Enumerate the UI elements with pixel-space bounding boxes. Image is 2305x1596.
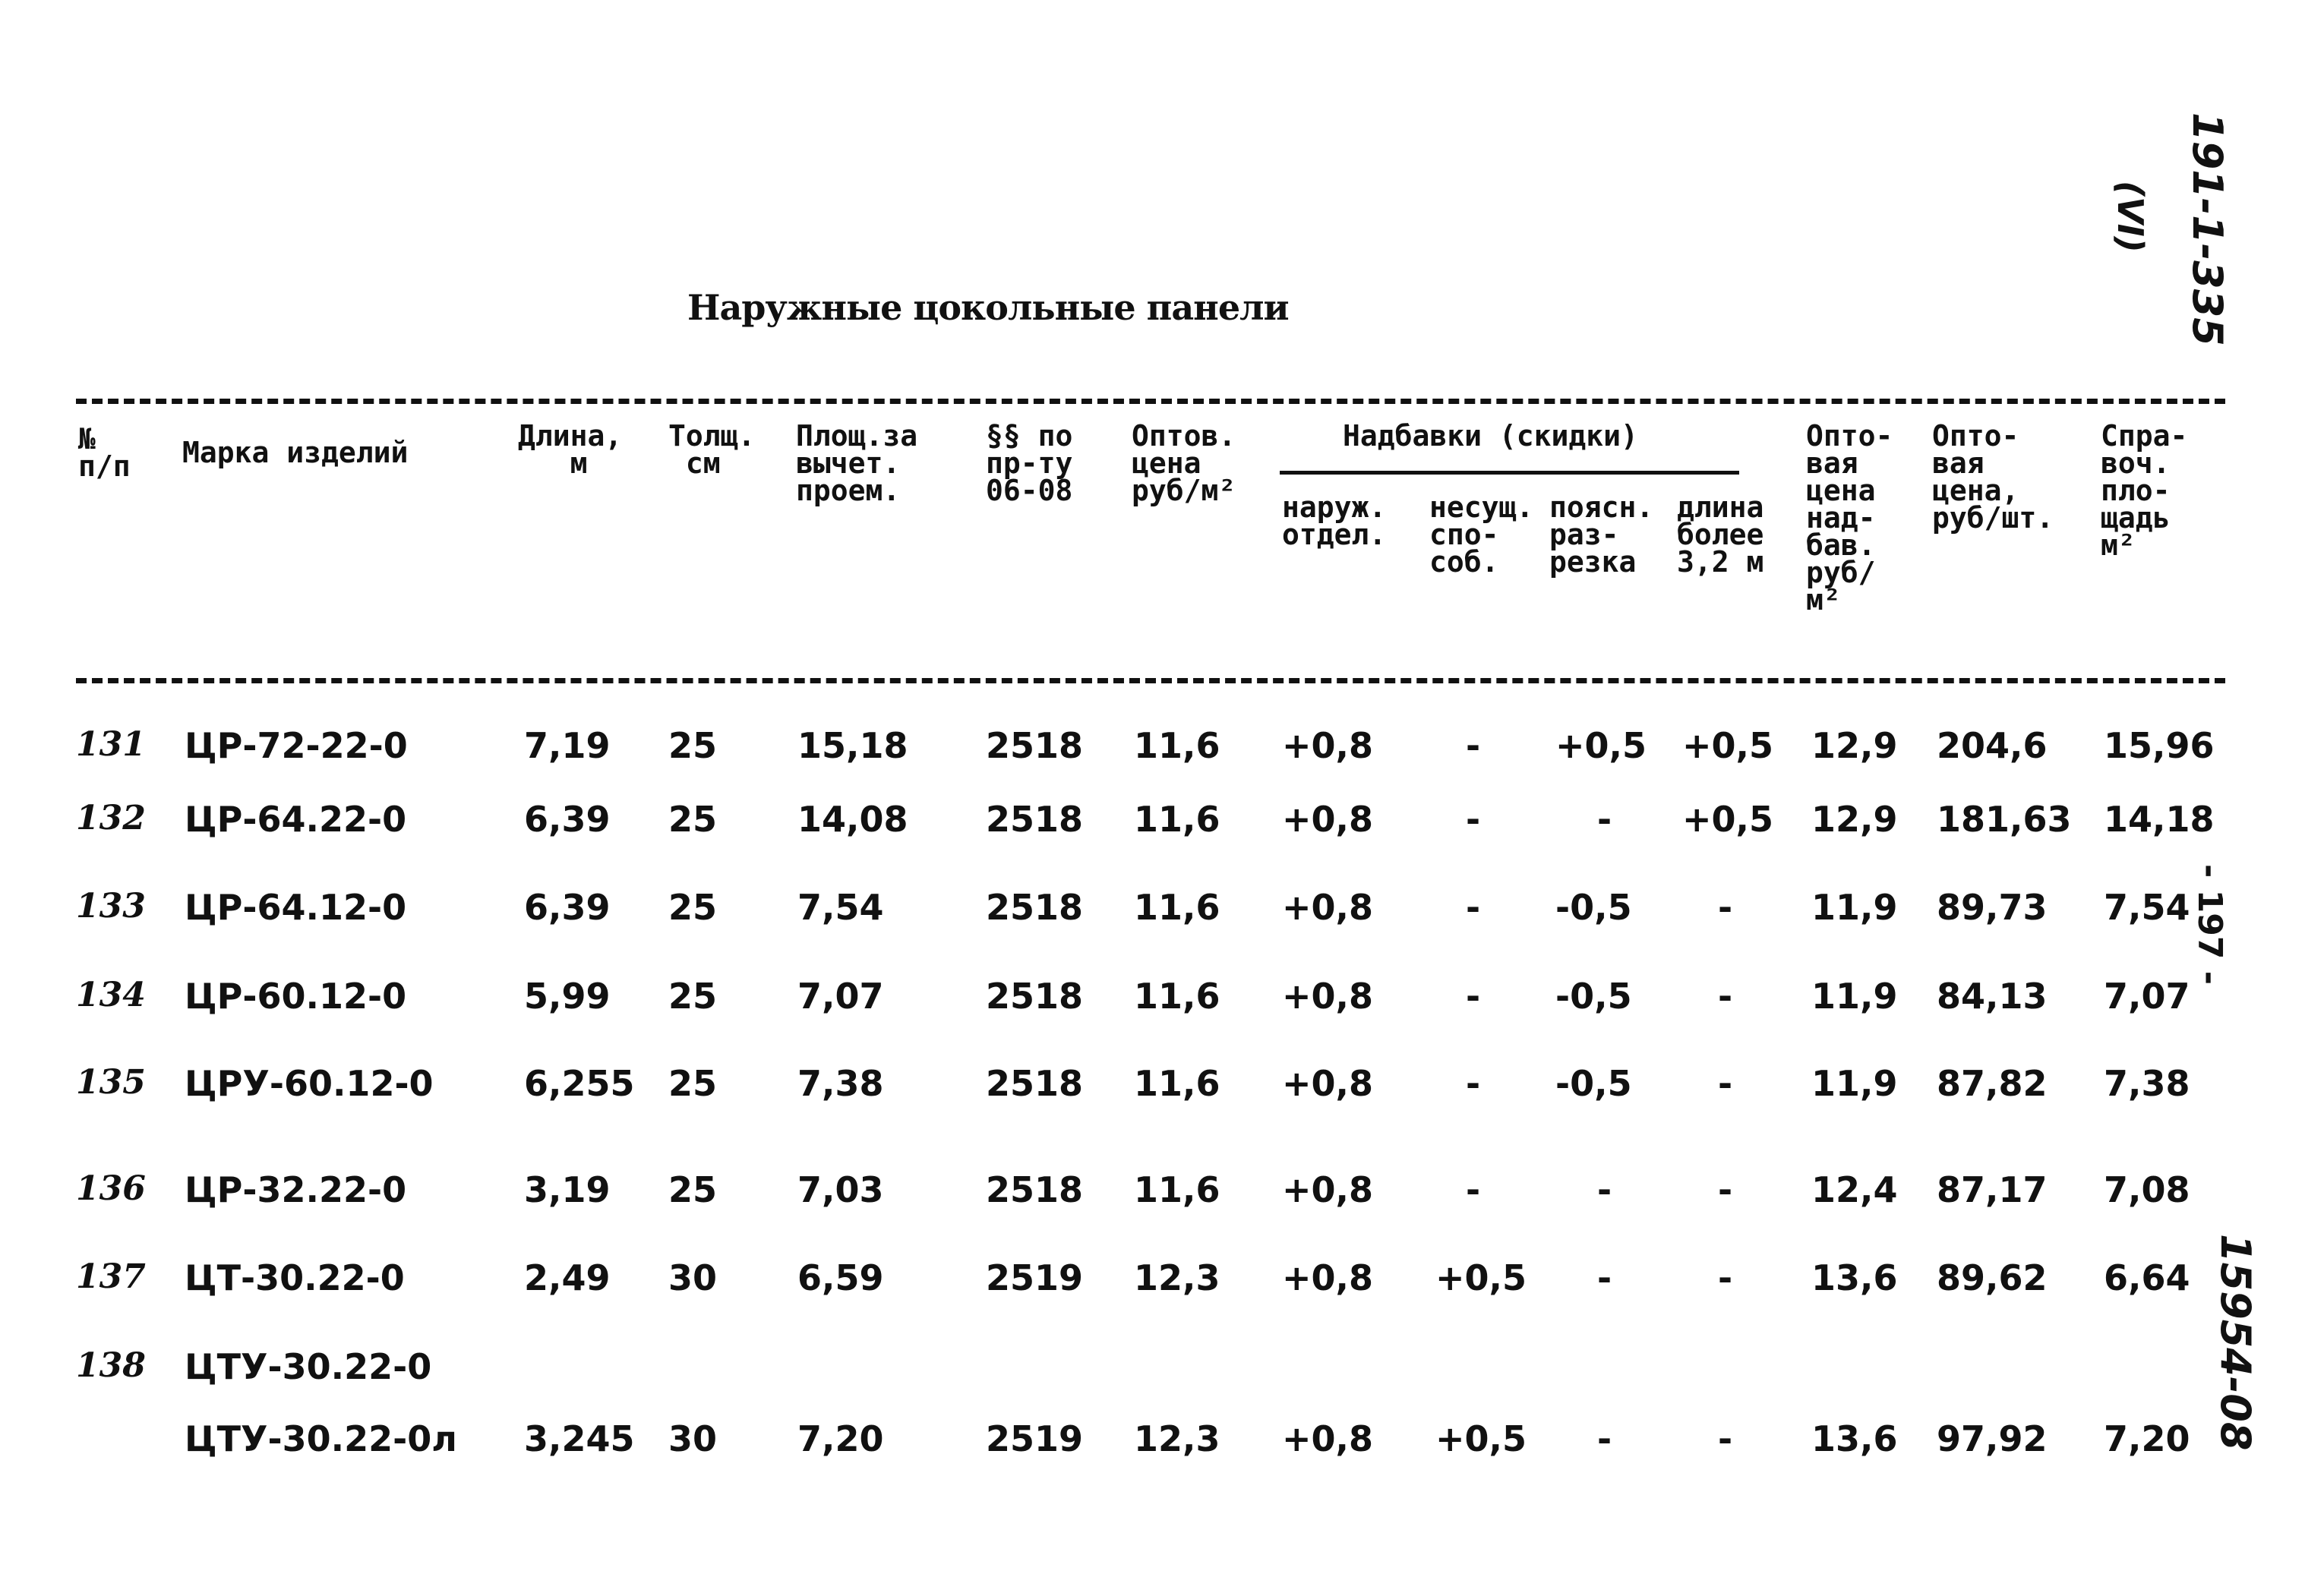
row-paragraph: 2518 bbox=[986, 887, 1084, 928]
row-wholesale-pc: 204,6 bbox=[1937, 725, 2048, 766]
row-surcharge-ext: +0,8 bbox=[1282, 976, 1374, 1017]
row-surcharge-bearing: - bbox=[1466, 1063, 1481, 1104]
row-price: 11,6 bbox=[1134, 976, 1220, 1017]
row-wholesale-pc: 89,62 bbox=[1937, 1257, 2048, 1298]
row-length: 6,39 bbox=[524, 799, 611, 840]
row-surcharge-belt: - bbox=[1597, 1418, 1612, 1459]
row-thickness: 30 bbox=[668, 1418, 718, 1459]
row-ref-area: 7,07 bbox=[2104, 976, 2190, 1017]
row-area: 6,59 bbox=[797, 1257, 884, 1298]
header-length: Длина, м bbox=[518, 419, 623, 480]
row-surcharge-length: - bbox=[1718, 887, 1733, 928]
row-thickness: 25 bbox=[668, 976, 718, 1017]
header-sub-ext: наруж. отдел. bbox=[1282, 490, 1387, 551]
row-length: 3,245 bbox=[524, 1418, 635, 1459]
row-surcharge-length: - bbox=[1718, 1418, 1733, 1459]
row-ref-area: 7,54 bbox=[2104, 887, 2190, 928]
row-wholesale-m2: 13,6 bbox=[1811, 1418, 1898, 1459]
row-thickness: 25 bbox=[668, 725, 718, 766]
row-area: 15,18 bbox=[797, 725, 908, 766]
row-price: 11,6 bbox=[1134, 1063, 1220, 1104]
row-num: 136 bbox=[76, 1169, 146, 1208]
row-thickness: 25 bbox=[668, 799, 718, 840]
row-mark: ЦР-64.12-0 bbox=[185, 887, 407, 928]
row-surcharge-bearing: - bbox=[1466, 799, 1481, 840]
row-mark: ЦРУ-60.12-0 bbox=[185, 1063, 434, 1104]
row-length: 2,49 bbox=[524, 1257, 611, 1298]
row-surcharge-belt: -0,5 bbox=[1555, 976, 1632, 1017]
row-paragraph: 2519 bbox=[986, 1418, 1084, 1459]
row-ref-area: 7,08 bbox=[2104, 1169, 2190, 1210]
header-sub-length: длина более 3,2 м bbox=[1677, 490, 1764, 579]
row-price: 12,3 bbox=[1134, 1257, 1220, 1298]
row-wholesale-m2: 11,9 bbox=[1811, 1063, 1898, 1104]
row-ref-area: 6,64 bbox=[2104, 1257, 2190, 1298]
row-surcharge-bearing: - bbox=[1466, 1169, 1481, 1210]
stamp-number: 15954-08 bbox=[2212, 1234, 2259, 1451]
row-length: 3,19 bbox=[524, 1169, 611, 1210]
row-surcharge-ext: +0,8 bbox=[1282, 1257, 1374, 1298]
page-title: Наружные цокольные панели bbox=[687, 287, 1289, 328]
row-mark: ЦТ-30.22-0 bbox=[185, 1257, 405, 1298]
header-sub-belt: поясн. раз- резка bbox=[1549, 490, 1654, 579]
row-wholesale-pc: 97,92 bbox=[1937, 1418, 2048, 1459]
row-mark: ЦР-32.22-0 bbox=[185, 1169, 407, 1210]
row-mark: ЦР-72-22-0 bbox=[185, 725, 408, 766]
row-price: 11,6 bbox=[1134, 1169, 1220, 1210]
table-header-rule bbox=[76, 678, 2225, 683]
row-wholesale-m2: 11,9 bbox=[1811, 887, 1898, 928]
row-paragraph: 2518 bbox=[986, 1063, 1084, 1104]
row-surcharge-ext: +0,8 bbox=[1282, 799, 1374, 840]
row-wholesale-m2: 13,6 bbox=[1811, 1257, 1898, 1298]
surcharges-underline bbox=[1280, 471, 1739, 475]
row-thickness: 25 bbox=[668, 1169, 718, 1210]
header-surcharges: Надбавки (скидки) bbox=[1343, 419, 1638, 453]
row-ref-area: 15,96 bbox=[2104, 725, 2215, 766]
row-ref-area: 14,18 bbox=[2104, 799, 2215, 840]
row-wholesale-pc: 181,63 bbox=[1937, 799, 2072, 840]
row-length: 5,99 bbox=[524, 976, 611, 1017]
row-surcharge-belt: +0,5 bbox=[1555, 725, 1647, 766]
row-length: 6,255 bbox=[524, 1063, 635, 1104]
row-wholesale-pc: 87,17 bbox=[1937, 1169, 2048, 1210]
row-surcharge-bearing: +0,5 bbox=[1435, 1418, 1527, 1459]
row-wholesale-m2: 12,9 bbox=[1811, 725, 1898, 766]
row-surcharge-belt: -0,5 bbox=[1555, 1063, 1632, 1104]
row-surcharge-bearing: - bbox=[1466, 725, 1481, 766]
row-mark: ЦТУ-30.22-0 bbox=[185, 1346, 432, 1387]
row-num: 132 bbox=[76, 799, 146, 837]
side-code: 191-1-335 bbox=[2183, 112, 2231, 346]
row-thickness: 30 bbox=[668, 1257, 718, 1298]
row-mark: ЦТУ-30.22-0л bbox=[185, 1418, 457, 1459]
row-price: 11,6 bbox=[1134, 799, 1220, 840]
header-wholesale-m2: Опто- вая цена над- бав. руб/ м² bbox=[1806, 419, 1893, 617]
row-area: 7,03 bbox=[797, 1169, 884, 1210]
row-surcharge-belt: - bbox=[1597, 1169, 1612, 1210]
row-num: 133 bbox=[76, 887, 146, 926]
row-surcharge-ext: +0,8 bbox=[1282, 1418, 1374, 1459]
row-num: 135 bbox=[76, 1063, 146, 1102]
row-surcharge-ext: +0,8 bbox=[1282, 1169, 1374, 1210]
header-paragraph: §§ по пр-ту 06-08 bbox=[986, 419, 1073, 507]
row-thickness: 25 bbox=[668, 887, 718, 928]
side-sub: (VI) bbox=[2110, 181, 2151, 253]
row-price: 11,6 bbox=[1134, 887, 1220, 928]
row-surcharge-length: - bbox=[1718, 1063, 1733, 1104]
row-num: 138 bbox=[76, 1346, 146, 1385]
row-area: 7,20 bbox=[797, 1418, 884, 1459]
table-top-rule bbox=[76, 399, 2225, 404]
row-paragraph: 2518 bbox=[986, 799, 1084, 840]
row-paragraph: 2518 bbox=[986, 976, 1084, 1017]
row-num: 137 bbox=[76, 1257, 146, 1296]
row-surcharge-belt: - bbox=[1597, 799, 1612, 840]
row-num: 131 bbox=[76, 725, 146, 764]
row-length: 7,19 bbox=[524, 725, 611, 766]
header-price: Оптов. цена руб/м² bbox=[1132, 419, 1236, 507]
row-area: 14,08 bbox=[797, 799, 908, 840]
row-wholesale-m2: 12,4 bbox=[1811, 1169, 1898, 1210]
header-num: № п/п bbox=[78, 422, 131, 483]
row-area: 7,07 bbox=[797, 976, 884, 1017]
row-surcharge-ext: +0,8 bbox=[1282, 1063, 1374, 1104]
row-surcharge-length: - bbox=[1718, 976, 1733, 1017]
page-number: - 197 - bbox=[2190, 864, 2229, 986]
row-wholesale-m2: 12,9 bbox=[1811, 799, 1898, 840]
row-paragraph: 2518 bbox=[986, 725, 1084, 766]
row-mark: ЦР-60.12-0 bbox=[185, 976, 407, 1017]
row-surcharge-belt: -0,5 bbox=[1555, 887, 1632, 928]
row-length: 6,39 bbox=[524, 887, 611, 928]
row-surcharge-ext: +0,8 bbox=[1282, 887, 1374, 928]
row-wholesale-pc: 89,73 bbox=[1937, 887, 2048, 928]
row-area: 7,38 bbox=[797, 1063, 884, 1104]
row-paragraph: 2519 bbox=[986, 1257, 1084, 1298]
row-wholesale-pc: 87,82 bbox=[1937, 1063, 2048, 1104]
row-wholesale-m2: 11,9 bbox=[1811, 976, 1898, 1017]
row-surcharge-bearing: +0,5 bbox=[1435, 1257, 1527, 1298]
row-thickness: 25 bbox=[668, 1063, 718, 1104]
row-surcharge-bearing: - bbox=[1466, 887, 1481, 928]
row-paragraph: 2518 bbox=[986, 1169, 1084, 1210]
row-num: 134 bbox=[76, 976, 146, 1014]
header-wholesale-pc: Опто- вая цена, руб/шт. bbox=[1932, 419, 2054, 535]
row-surcharge-length: +0,5 bbox=[1682, 799, 1774, 840]
row-area: 7,54 bbox=[797, 887, 884, 928]
row-price: 12,3 bbox=[1134, 1418, 1220, 1459]
row-mark: ЦР-64.22-0 bbox=[185, 799, 407, 840]
row-ref-area: 7,20 bbox=[2104, 1418, 2190, 1459]
header-ref-area: Спра- воч. пло- щадь м² bbox=[2101, 419, 2188, 562]
row-surcharge-length: - bbox=[1718, 1169, 1733, 1210]
row-wholesale-pc: 84,13 bbox=[1937, 976, 2048, 1017]
header-sub-bearing: несущ. спо- соб. bbox=[1429, 490, 1534, 579]
row-price: 11,6 bbox=[1134, 725, 1220, 766]
row-surcharge-length: - bbox=[1718, 1257, 1733, 1298]
row-surcharge-ext: +0,8 bbox=[1282, 725, 1374, 766]
row-surcharge-belt: - bbox=[1597, 1257, 1612, 1298]
header-area: Площ.за вычет. проем. bbox=[796, 419, 918, 507]
header-thickness: Толщ. см bbox=[668, 419, 756, 480]
row-surcharge-bearing: - bbox=[1466, 976, 1481, 1017]
header-mark: Марка изделий bbox=[182, 436, 409, 469]
row-ref-area: 7,38 bbox=[2104, 1063, 2190, 1104]
row-surcharge-length: +0,5 bbox=[1682, 725, 1774, 766]
